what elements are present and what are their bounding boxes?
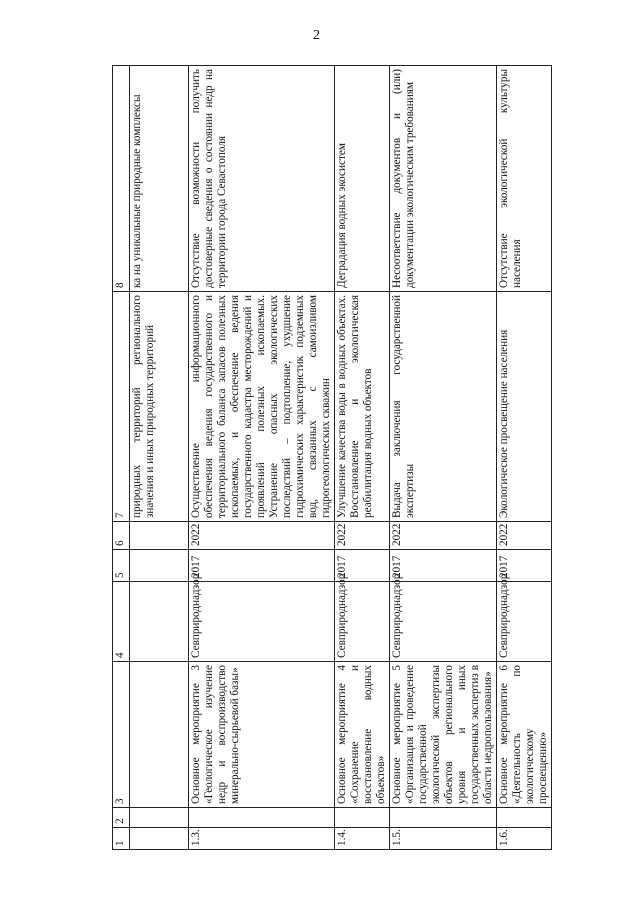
header-cell: 4 <box>113 582 130 662</box>
header-cell: 2 <box>113 808 130 828</box>
result-cell: природных территорий регионального значения и иных природных территорий <box>130 292 189 522</box>
start-year-cell: 2017 <box>189 550 335 582</box>
event-cell: Основное мероприятие 6 «Деятельность по экологическому просвещению» <box>497 662 552 808</box>
event-cell: Основное мероприятие 5 «Организация и проведение государственной экологической экспертизы объектов регионального уровня и иных государственных экспертиз в области недропользования» <box>390 662 497 808</box>
consequence-cell: Отсутствие возможности получить достоверные сведения о состоянии недр на территории города Севастополя <box>189 66 335 292</box>
table-row <box>390 66 497 850</box>
header-cell: 5 <box>113 550 130 582</box>
result-cell: Выдача заключения государственной экспертизы <box>390 292 497 522</box>
consequence-cell: ка на уникальные природные комплексы <box>130 66 189 292</box>
consequence-cell: Деградация водных экосистем <box>335 66 390 292</box>
event-cell: Основное мероприятие 4 «Сохранение и восстановление водных объектов» <box>335 662 390 808</box>
result-cell: Осуществление информационного обеспечения ведения государственного и территориального баланса запасов полезных ископаемых, и обеспечение ведения государственного кадастра месторождений и проявлений полезных ископаемых. Устранение опасных экологических последствий – подтопление, ухудшение гидрохимических характеристик подземных вод, связанных с самоизливом гидрогеологических скважин <box>189 292 335 522</box>
table-cell <box>390 808 497 828</box>
executor-cell: Севприроднадзор <box>390 582 497 662</box>
header-cell: 3 <box>113 662 130 808</box>
table-cell <box>130 808 189 828</box>
end-year-cell: 2022 <box>497 522 552 550</box>
table-row <box>497 66 552 850</box>
rotated-table-frame <box>112 66 549 850</box>
end-year-cell: 2022 <box>335 522 390 550</box>
end-year-cell: 2022 <box>390 522 497 550</box>
executor-cell: Севприроднадзор <box>335 582 390 662</box>
table-cell <box>189 808 335 828</box>
header-row <box>113 66 130 850</box>
table-cell <box>130 582 189 662</box>
table-cell <box>130 550 189 582</box>
header-cell: 7 <box>113 292 130 522</box>
header-cell: 1 <box>113 828 130 850</box>
start-year-cell: 2017 <box>390 550 497 582</box>
row-number: 1.3. <box>189 828 335 850</box>
executor-cell: Севприроднадзор <box>497 582 552 662</box>
consequence-cell: Отсутствие экологической культуры населения <box>497 66 552 292</box>
event-cell: Основное мероприятие 3 «Геологическое изучение недр и воспроизводство минерально-сырьевой базы» <box>189 662 335 808</box>
row-number: 1.6. <box>497 828 552 850</box>
table-cell <box>130 522 189 550</box>
table-cell <box>130 828 189 850</box>
consequence-cell: Несоответствие документов и (или) документации экологическим требованиям <box>390 66 497 292</box>
events-table <box>112 65 552 850</box>
table-cell <box>130 662 189 808</box>
table-row <box>189 66 335 850</box>
header-cell: 6 <box>113 522 130 550</box>
start-year-cell: 2017 <box>497 550 552 582</box>
table-cell <box>335 808 390 828</box>
result-cell: Экологическое просвещение населения <box>497 292 552 522</box>
header-cell: 8 <box>113 66 130 292</box>
executor-cell: Севприроднадзор <box>189 582 335 662</box>
table-cell <box>497 808 552 828</box>
row-number: 1.4. <box>335 828 390 850</box>
row-number: 1.5. <box>390 828 497 850</box>
end-year-cell: 2022 <box>189 522 335 550</box>
table-row <box>335 66 390 850</box>
continuation-row <box>130 66 189 850</box>
result-cell: Улучшение качества воды в водных объектах. Восстановление и экологическая реабилитация водных объектов <box>335 292 390 522</box>
landscape-content <box>112 66 549 850</box>
start-year-cell: 2017 <box>335 550 390 582</box>
page-number: 2 <box>313 28 320 43</box>
